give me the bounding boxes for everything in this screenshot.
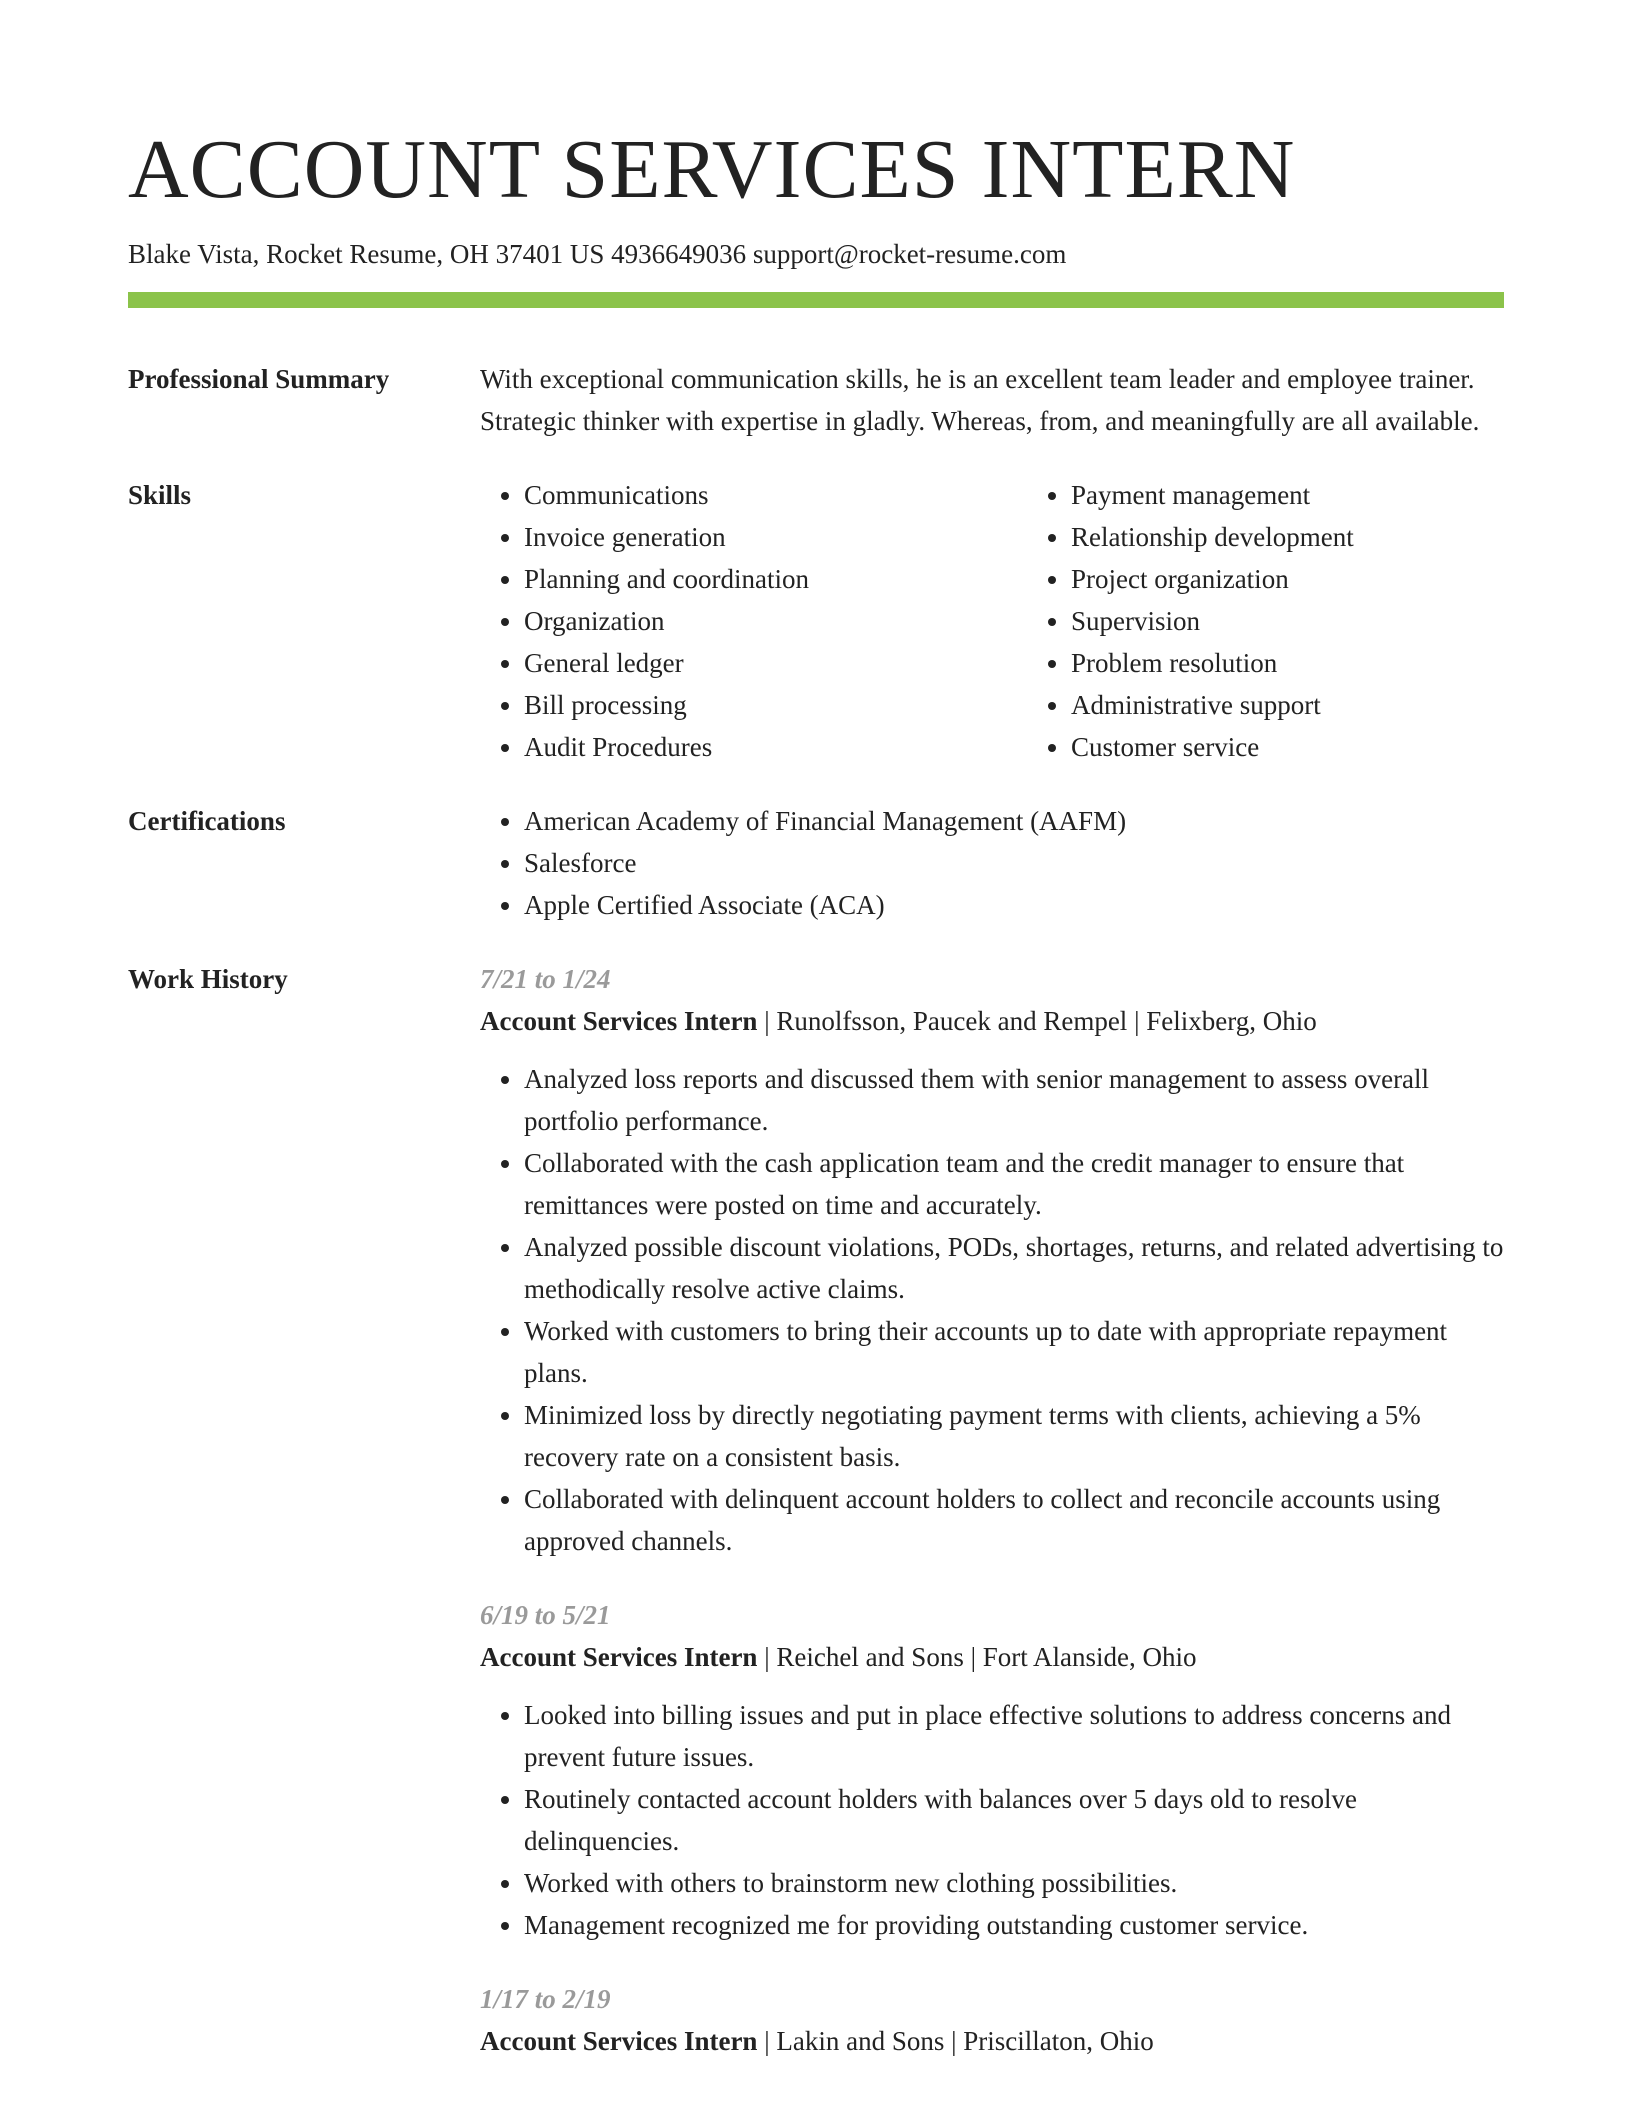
certification-item: • Apple Certified Associate (ACA) bbox=[524, 884, 1504, 926]
skill-item: • Communications bbox=[524, 474, 984, 516]
resume-title: ACCOUNT SERVICES INTERN bbox=[128, 123, 1296, 216]
job-bullet: • Worked with others to brainstorm new clothing possibilities. bbox=[524, 1862, 1504, 1904]
job-separator: | bbox=[764, 2026, 770, 2056]
job-company: Reichel and Sons bbox=[776, 1642, 964, 1672]
skill-item: • Payment management bbox=[1071, 474, 1531, 516]
resume-page bbox=[128, 0, 1504, 2062]
job-title: Account Services Intern bbox=[480, 1642, 758, 1672]
header-divider bbox=[128, 292, 1504, 308]
skill-item: • Planning and coordination bbox=[524, 558, 984, 600]
job-company: Lakin and Sons bbox=[776, 2026, 945, 2056]
job-separator: | bbox=[764, 1642, 770, 1672]
job-title: Account Services Intern bbox=[480, 1006, 758, 1036]
skill-item: • Relationship development bbox=[1071, 516, 1531, 558]
skills-section bbox=[128, 474, 1504, 768]
certification-item: • American Academy of Financial Management (AAFM) bbox=[524, 800, 1504, 842]
certification-item: • Salesforce bbox=[524, 842, 1504, 884]
job-dates: 7/21 to 1/24 bbox=[480, 964, 611, 994]
job-bullet: • Analyzed loss reports and discussed them with senior management to assess overall portfolio performance. bbox=[524, 1058, 1504, 1142]
skill-item: • Administrative support bbox=[1071, 684, 1531, 726]
job-bullet: • Worked with customers to bring their accounts up to date with appropriate repayment plans. bbox=[524, 1310, 1504, 1394]
work-history-body bbox=[480, 958, 1504, 2062]
section-label-skills: Skills bbox=[128, 480, 192, 510]
skill-item: • Organization bbox=[524, 600, 984, 642]
job-dates: 6/19 to 5/21 bbox=[480, 1600, 611, 1630]
job-bullet: • Looked into billing issues and put in place effective solutions to address concerns and prevent future issues. bbox=[524, 1694, 1504, 1778]
certifications-section bbox=[128, 800, 1504, 926]
job-separator: | bbox=[970, 1642, 976, 1672]
job-bullet: • Collaborated with delinquent account holders to collect and reconcile accounts using approved channels. bbox=[524, 1478, 1504, 1562]
certifications-list bbox=[480, 800, 1504, 926]
skills-list-left bbox=[480, 474, 984, 768]
section-label-summary: Professional Summary bbox=[128, 364, 390, 394]
job-location: Priscillaton, Ohio bbox=[963, 2026, 1154, 2056]
skill-item: • General ledger bbox=[524, 642, 984, 684]
job-location: Fort Alanside, Ohio bbox=[982, 1642, 1197, 1672]
section-label-work-history: Work History bbox=[128, 964, 288, 994]
skill-item: • Customer service bbox=[1071, 726, 1531, 768]
certifications-body bbox=[480, 800, 1504, 926]
job-entry bbox=[480, 1594, 1504, 1946]
contact-address: Rocket Resume, OH 37401 US bbox=[266, 239, 605, 269]
contact-email[interactable]: support@rocket-resume.com bbox=[752, 239, 1067, 269]
skill-item: • Supervision bbox=[1071, 600, 1531, 642]
contact-phone: 4936649036 bbox=[611, 239, 747, 269]
job-heading bbox=[480, 2020, 1504, 2062]
section-label-certifications: Certifications bbox=[128, 806, 286, 836]
job-separator: | bbox=[951, 2026, 957, 2056]
job-heading bbox=[480, 1000, 1504, 1042]
job-bullet: • Analyzed possible discount violations, PODs, shortages, returns, and related advertising to methodically resolve active claims. bbox=[524, 1226, 1504, 1310]
job-bullet-list bbox=[480, 1694, 1504, 1946]
contact-name: Blake Vista, bbox=[128, 239, 260, 269]
skill-item: • Audit Procedures bbox=[524, 726, 984, 768]
summary-section bbox=[128, 358, 1504, 442]
job-title: Account Services Intern bbox=[480, 2026, 758, 2056]
job-entry bbox=[480, 958, 1504, 1562]
job-heading bbox=[480, 1636, 1504, 1678]
job-company: Runolfsson, Paucek and Rempel bbox=[776, 1006, 1128, 1036]
skill-item: • Bill processing bbox=[524, 684, 984, 726]
job-bullet: • Collaborated with the cash application team and the credit manager to ensure that remittances were posted on time and accurately. bbox=[524, 1142, 1504, 1226]
job-dates: 1/17 to 2/19 bbox=[480, 1984, 611, 2014]
skill-item: • Problem resolution bbox=[1071, 642, 1531, 684]
job-bullet: • Management recognized me for providing outstanding customer service. bbox=[524, 1904, 1504, 1946]
job-location: Felixberg, Ohio bbox=[1146, 1006, 1317, 1036]
work-history-section bbox=[128, 958, 1504, 2062]
skills-columns bbox=[480, 474, 1504, 768]
skills-list-right bbox=[1027, 474, 1531, 768]
summary-text: With exceptional communication skills, he is an excellent team leader and employee trainer. Strategic thinker with expertise in gladly. Whereas, from, and meaningfully are all available. bbox=[480, 364, 1480, 436]
job-bullet-list bbox=[480, 1058, 1504, 1562]
job-separator: | bbox=[764, 1006, 770, 1036]
job-bullet: • Minimized loss by directly negotiating payment terms with clients, achieving a 5% recovery rate on a consistent basis. bbox=[524, 1394, 1504, 1478]
contact-line bbox=[128, 236, 1504, 272]
job-entry bbox=[480, 1978, 1504, 2062]
job-bullet: • Routinely contacted account holders with balances over 5 days old to resolve delinquencies. bbox=[524, 1778, 1504, 1862]
skill-item: • Invoice generation bbox=[524, 516, 984, 558]
skill-item: • Project organization bbox=[1071, 558, 1531, 600]
job-separator: | bbox=[1134, 1006, 1140, 1036]
